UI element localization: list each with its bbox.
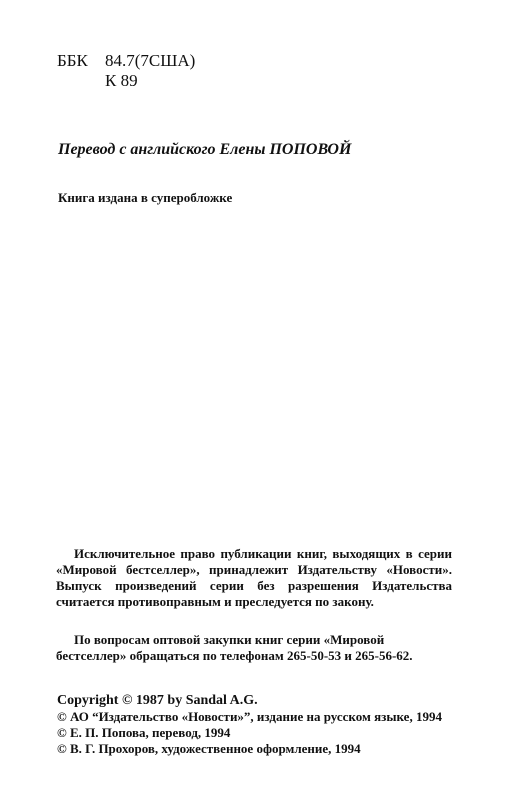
copyright-line-original: Copyright © 1987 by Sandal A.G. <box>57 693 258 708</box>
author-mark: К 89 <box>105 71 138 90</box>
copyright-block <box>57 693 442 757</box>
copyright-line-designer: © В. Г. Прохоров, художественное оформление, 1994 <box>57 741 361 756</box>
bbk-code: 84.7(7США) <box>105 51 196 70</box>
bbk-label: ББК <box>57 51 88 70</box>
copyright-line-publisher: © АО “Издательство «Новости»”, издание на русском языке, 1994 <box>57 709 442 724</box>
wholesale-paragraph: По вопросам оптовой закупки книг серии «Мировой бестселлер» обращаться по телефонам 265-50-53 и 265-56-62. <box>56 632 413 663</box>
rights-paragraph: Исключительное право публикации книг, выходящих в серии «Мировой бестселлер», принадлежит Издательству «Новости». Выпуск произведений серии без разрешения Издательства считается противоправным и преследуется по закону. <box>56 546 452 609</box>
translation-note: Перевод с английского Елены ПОПОВОЙ <box>58 141 352 158</box>
binding-note: Книга издана в суперобложке <box>58 190 233 205</box>
copyright-line-translator: © Е. П. Попова, перевод, 1994 <box>57 725 231 740</box>
